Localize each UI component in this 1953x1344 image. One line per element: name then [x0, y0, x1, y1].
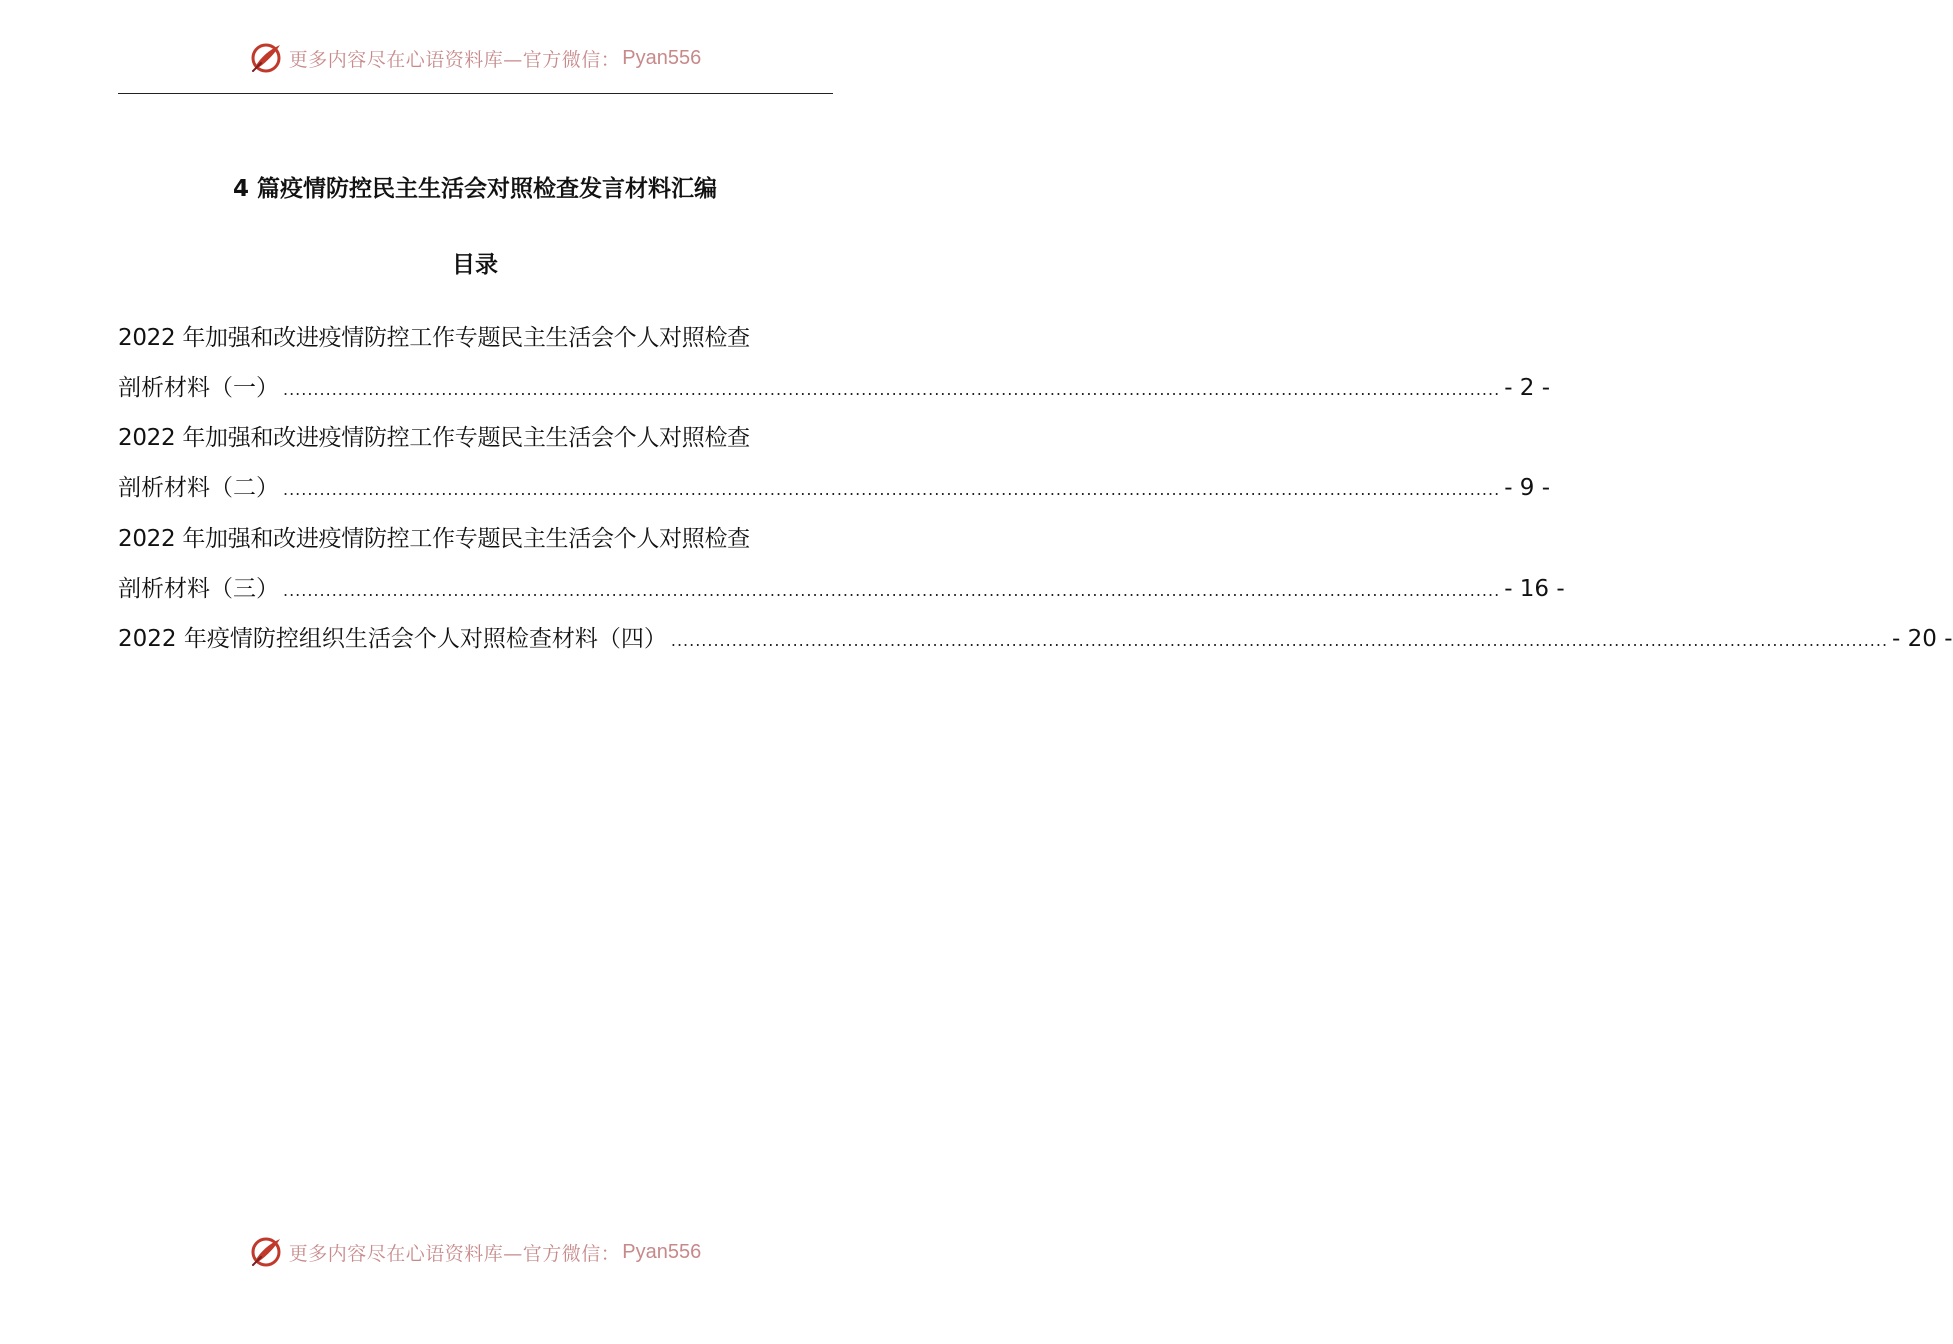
toc-leader-dots: ........................................................................................................................................................................................................ — [283, 580, 1501, 600]
toc-leader-dots: ........................................................................................................................................................................................................ — [670, 631, 1889, 651]
document-title: 4 篇疫情防控民主生活会对照检查发言材料汇编 — [232, 176, 717, 202]
toc-leader-dots: ........................................................................................................................................................................................................ — [283, 480, 1501, 500]
quill-pen-logo-icon — [249, 1235, 283, 1269]
toc-entry-4[interactable] — [118, 615, 1953, 666]
toc-page-number: - 2 - — [1504, 374, 1551, 401]
header-divider — [118, 93, 833, 94]
toc-entry-title-continuation: 剖析材料（一） — [118, 374, 279, 401]
toc-entry-3[interactable] — [118, 515, 1565, 615]
toc-entry-title: 2022 年加强和改进疫情防控工作专题民主生活会个人对照检查 — [118, 425, 750, 452]
toc-entry-title-continuation: 剖析材料（二） — [118, 475, 279, 502]
header-banner-text: 更多内容尽在心语资料库—官方微信： — [288, 48, 621, 71]
toc-entry-title: 2022 年加强和改进疫情防控工作专题民主生活会个人对照检查 — [118, 525, 750, 552]
quill-pen-logo-icon — [249, 41, 283, 75]
toc-page-number: - 20 - — [1892, 626, 1953, 653]
toc-entry-title: 2022 年加强和改进疫情防控工作专题民主生活会个人对照检查 — [118, 325, 750, 351]
footer-banner-text: 更多内容尽在心语资料库—官方微信： — [288, 1242, 621, 1265]
header-wechat-id: Pyan556 — [622, 46, 702, 69]
toc-heading: 目录 — [452, 252, 498, 278]
toc-entry-title: 2022 年疫情防控组织生活会个人对照检查材料（四） — [118, 626, 667, 653]
toc-page-number: - 16 - — [1504, 575, 1565, 602]
toc-page-number: - 9 - — [1504, 475, 1551, 502]
table-of-contents — [118, 314, 1953, 666]
toc-leader-dots: ........................................................................................................................................................................................................ — [283, 379, 1501, 399]
toc-entry-title-continuation: 剖析材料（三） — [118, 575, 279, 602]
toc-entry-2[interactable] — [118, 414, 1551, 514]
header-banner — [0, 36, 950, 80]
toc-entry-1[interactable] — [118, 314, 1551, 414]
footer-banner — [0, 1230, 950, 1274]
footer-wechat-id: Pyan556 — [622, 1240, 702, 1263]
